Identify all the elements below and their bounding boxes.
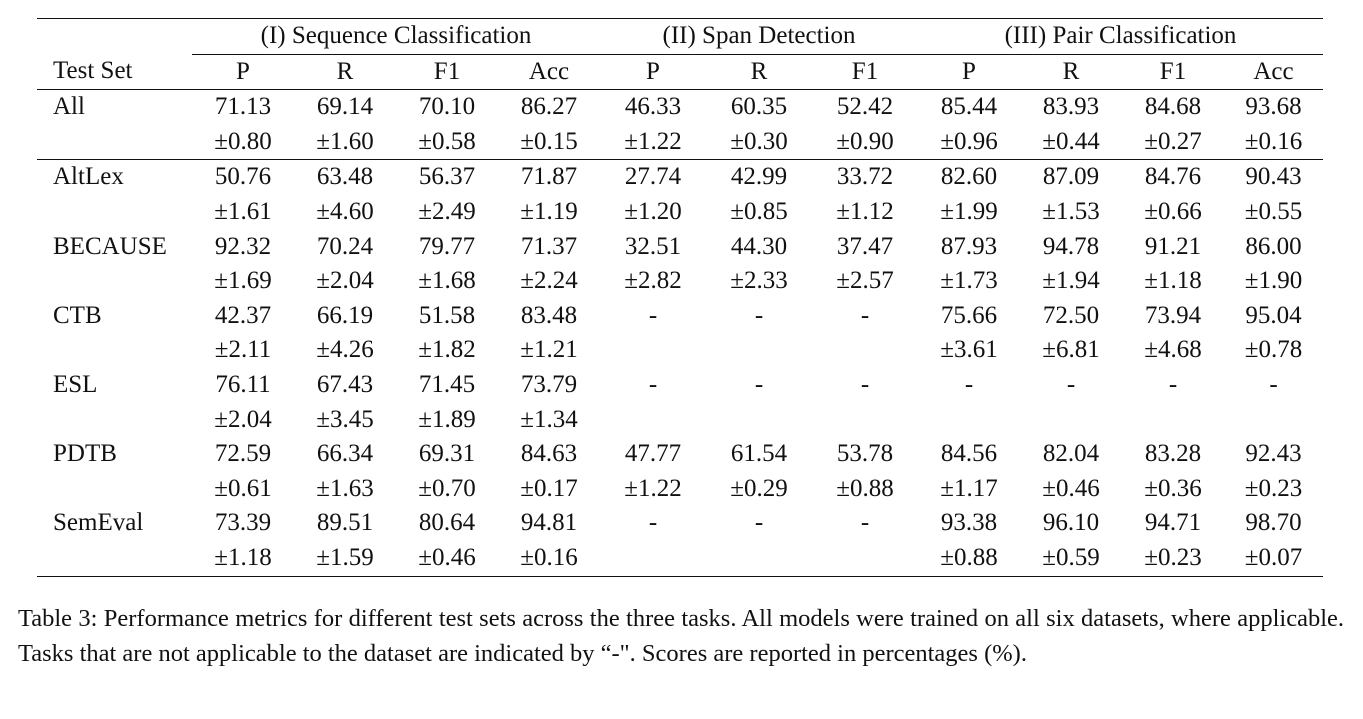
metric-column-header: P [600,54,706,90]
table-row [37,437,1323,472]
table-row-std [37,541,1323,576]
results-table [37,18,1323,577]
metric-std-cell [1020,403,1122,438]
metric-value-cell: - [754,509,764,537]
table-row-std [37,472,1323,507]
metric-std-cell: ±0.17 [520,474,578,502]
metric-value-cell: 71.45 [418,370,476,398]
metric-column-header: Acc [1224,54,1323,90]
metric-std-cell: ±1.22 [600,125,706,160]
task-group-header [918,19,1323,55]
metric-value-cell: 83.48 [520,301,578,329]
metric-std-cell: ±1.19 [520,197,578,225]
metric-std-cell: ±4.68 [1144,336,1202,364]
metric-value-cell: 56.37 [418,163,476,191]
metric-value-cell: 51.58 [418,301,476,329]
metric-value-cell: 94.81 [520,509,578,537]
metric-value-cell: 83.28 [1144,440,1202,468]
table-row-std [37,333,1323,368]
metric-value-cell: 90.43 [1245,163,1302,191]
metric-value-cell: 33.72 [836,163,894,191]
metric-value-cell: 92.43 [1245,440,1302,468]
metric-std-cell: ±0.88 [836,474,894,502]
metric-std-cell: ±6.81 [1042,336,1100,364]
metric-std-cell: ±2.11 [214,336,272,364]
metric-column-header: R [294,54,396,90]
metric-value-cell: 60.35 [730,93,788,121]
metric-std-cell: ±2.49 [418,197,476,225]
group-header-row [37,19,1323,55]
metric-value-cell: 93.68 [1245,93,1302,121]
metric-std-cell: ±1.21 [520,336,578,364]
metric-value-cell: 75.66 [940,301,998,329]
metric-std-cell: ±3.61 [940,336,998,364]
metric-std-cell: ±1.94 [1042,267,1100,295]
metric-std-cell: ±4.26 [316,336,374,364]
metric-value-cell: 69.31 [418,440,476,468]
empty-label-cell [37,195,192,230]
metric-value-cell: - [1168,370,1178,398]
empty-label-cell [37,333,192,368]
metric-value-cell: 42.99 [730,163,788,191]
metric-value-cell: 52.42 [836,93,894,121]
metric-value-cell: 87.93 [940,232,998,260]
metric-std-cell: ±0.61 [214,474,272,502]
table-row-std [37,195,1323,230]
metric-value-cell: 84.76 [1144,163,1202,191]
metric-std-cell: ±0.46 [396,541,498,576]
table-row [37,90,1323,125]
metric-value-cell: 73.39 [214,509,272,537]
test-set-name: All [53,93,85,121]
metric-std-cell: ±1.99 [940,197,998,225]
metric-value-cell: 47.77 [624,440,682,468]
metric-std-cell: ±1.60 [294,125,396,160]
metric-std-cell [600,541,706,576]
metric-value-cell: 82.04 [1042,440,1100,468]
metric-std-cell [1224,403,1323,438]
metric-std-cell: ±0.44 [1020,125,1122,160]
metric-std-cell: ±1.90 [1244,267,1303,295]
metric-std-cell: ±0.78 [1244,336,1303,364]
metric-column-header: F1 [812,54,918,90]
metric-value-cell: 46.33 [624,93,682,121]
metric-std-cell: ±0.30 [706,125,812,160]
metric-value-cell: - [754,370,764,398]
metric-value-cell: 92.32 [214,232,272,260]
table-row [37,299,1323,334]
test-set-name: CTB [53,301,102,329]
task-group-label: (II) Span Detection [662,22,856,49]
metric-value-cell: 73.79 [520,370,578,398]
empty-label-cell [37,403,192,438]
test-set-name: SemEval [53,509,144,537]
table-row-std [37,125,1323,160]
metric-std-cell: ±1.53 [1042,197,1100,225]
metric-std-cell: ±2.24 [520,267,578,295]
metric-std-cell [600,403,706,438]
metric-std-cell: ±2.04 [316,267,374,295]
metric-value-cell: 42.37 [214,301,272,329]
metric-column-header: Acc [498,54,600,90]
table-row [37,230,1323,265]
metric-std-cell: ±2.33 [730,267,788,295]
metric-column-header: P [918,54,1020,90]
metric-value-cell: - [860,370,870,398]
metric-std-cell: ±0.16 [1224,125,1323,160]
metric-value-cell: - [860,509,870,537]
empty-label-cell [37,472,192,507]
metric-value-cell: - [964,370,974,398]
metric-std-cell [812,403,918,438]
metric-std-cell: ±0.46 [1042,474,1100,502]
task-group-label: (III) Pair Classification [1004,22,1237,49]
test-set-name: PDTB [53,440,117,468]
metric-value-cell: 87.09 [1042,163,1100,191]
metric-std-cell [918,403,1020,438]
metric-std-cell: ±1.69 [214,267,272,295]
task-group-header [600,19,918,55]
metric-std-cell [812,333,918,368]
metric-value-cell: 83.93 [1042,93,1100,121]
metric-column-header: R [1020,54,1122,90]
metric-std-cell: ±0.23 [1244,474,1303,502]
metric-std-cell: ±0.70 [418,474,476,502]
metric-value-cell: 27.74 [624,163,682,191]
metric-value-cell: 72.59 [214,440,272,468]
metric-std-cell: ±1.73 [940,267,998,295]
metric-value-cell: 72.50 [1042,301,1100,329]
metric-std-cell: ±1.82 [418,336,476,364]
metric-value-cell: - [1066,370,1076,398]
table-row [37,160,1323,195]
metric-std-cell: ±3.45 [316,405,374,433]
metric-std-cell: ±0.27 [1122,125,1224,160]
metric-std-cell: ±0.66 [1144,197,1202,225]
metric-value-cell: 84.68 [1144,93,1202,121]
metric-value-cell: 71.37 [520,232,578,260]
metric-value-cell: 96.10 [1042,509,1100,537]
metric-std-cell: ±0.29 [730,474,788,502]
metric-value-cell: 66.19 [316,301,374,329]
metric-value-cell: 37.47 [836,232,894,260]
empty-label-cell [37,125,192,160]
corner-empty-cell [37,19,192,55]
metric-std-cell: ±2.04 [214,405,272,433]
metric-value-cell: 86.00 [1245,232,1302,260]
metric-std-cell: ±0.16 [498,541,600,576]
metric-std-cell [812,541,918,576]
metric-std-cell: ±0.07 [1224,541,1323,576]
metric-std-cell: ±1.18 [192,541,294,576]
metric-value-cell: 73.94 [1144,301,1202,329]
metric-value-cell: 84.56 [940,440,998,468]
metric-value-cell: 71.87 [520,163,578,191]
metric-value-cell: 94.78 [1042,232,1100,260]
metric-value-cell: 50.76 [214,163,272,191]
metric-std-cell [706,541,812,576]
column-header-row [37,54,1323,90]
metric-value-cell: 85.44 [940,93,998,121]
metric-std-cell: ±0.88 [918,541,1020,576]
metric-std-cell: ±1.61 [214,197,272,225]
test-set-header: Test Set [37,54,192,90]
metric-value-cell: 71.13 [214,93,272,121]
metric-std-cell: ±0.59 [1020,541,1122,576]
metric-value-cell: 70.10 [418,93,476,121]
metric-value-cell: 70.24 [316,232,374,260]
metric-value-cell: 86.27 [520,93,578,121]
metric-value-cell: 84.63 [520,440,578,468]
metric-column-header: F1 [1122,54,1224,90]
metric-value-cell: - [648,370,658,398]
table-row [37,506,1323,541]
metric-std-cell: ±0.58 [396,125,498,160]
metric-std-cell: ±0.23 [1122,541,1224,576]
test-set-name: AltLex [53,163,124,191]
metric-std-cell [706,333,812,368]
metric-value-cell: 95.04 [1245,301,1302,329]
metric-value-cell: 63.48 [316,163,374,191]
metric-std-cell: ±2.82 [624,267,682,295]
metric-std-cell: ±0.90 [812,125,918,160]
metric-value-cell: 67.43 [316,370,374,398]
metric-std-cell: ±1.89 [418,405,476,433]
metric-std-cell: ±4.60 [316,197,374,225]
metric-value-cell: 89.51 [316,509,374,537]
task-group-label: (I) Sequence Classification [260,22,532,49]
metric-value-cell: - [648,301,658,329]
metric-value-cell: 79.77 [418,232,476,260]
metric-std-cell: ±1.20 [624,197,682,225]
metric-std-cell: ±0.55 [1244,197,1303,225]
metric-std-cell: ±0.36 [1144,474,1202,502]
metric-std-cell: ±1.12 [836,197,894,225]
metric-column-header: F1 [396,54,498,90]
metric-value-cell: 82.60 [940,163,998,191]
metric-std-cell: ±1.63 [316,474,374,502]
metric-std-cell [1122,403,1224,438]
metric-value-cell: 61.54 [730,440,788,468]
metric-value-cell: 66.34 [316,440,374,468]
results-table-container [37,18,1323,577]
metric-column-header: R [706,54,812,90]
table-caption: Table 3: Performance metrics for different test sets across the three tasks. All models were trained on all six datasets, where applicable. Tasks that are not applicable to the dataset are indicated by “-". Scores are reported in percentages (%). [18,605,1344,667]
metric-std-cell [706,403,812,438]
metric-value-cell: - [754,301,764,329]
metric-value-cell: 76.11 [215,370,271,398]
metric-std-cell: ±0.85 [730,197,788,225]
metric-std-cell [600,333,706,368]
metric-value-cell: 44.30 [730,232,788,260]
metric-std-cell: ±1.68 [418,267,476,295]
metric-std-cell: ±1.59 [294,541,396,576]
metric-std-cell: ±0.80 [192,125,294,160]
metric-std-cell: ±0.96 [918,125,1020,160]
metric-value-cell: 93.38 [940,509,998,537]
metric-std-cell: ±1.18 [1144,267,1202,295]
metric-value-cell: 32.51 [624,232,682,260]
metric-value-cell: - [860,301,870,329]
metric-value-cell: 94.71 [1144,509,1202,537]
test-set-name: ESL [53,370,98,398]
metric-std-cell: ±1.34 [520,405,578,433]
metric-value-cell: 53.78 [836,440,894,468]
task-group-header [192,19,600,55]
metric-std-cell: ±2.57 [836,267,894,295]
table-row [37,368,1323,403]
empty-label-cell [37,541,192,576]
metric-value-cell: 98.70 [1245,509,1302,537]
table-row-std [37,264,1323,299]
test-set-name: BECAUSE [53,232,167,260]
metric-std-cell: ±0.15 [498,125,600,160]
metric-column-header: P [192,54,294,90]
metric-value-cell: 91.21 [1144,232,1202,260]
metric-std-cell: ±1.17 [940,474,998,502]
empty-label-cell [37,264,192,299]
metric-value-cell: - [648,509,658,537]
metric-value-cell: 80.64 [418,509,476,537]
metric-value-cell: 69.14 [316,93,374,121]
table-row-std [37,403,1323,438]
metric-std-cell: ±1.22 [624,474,682,502]
metric-value-cell: - [1269,370,1278,398]
